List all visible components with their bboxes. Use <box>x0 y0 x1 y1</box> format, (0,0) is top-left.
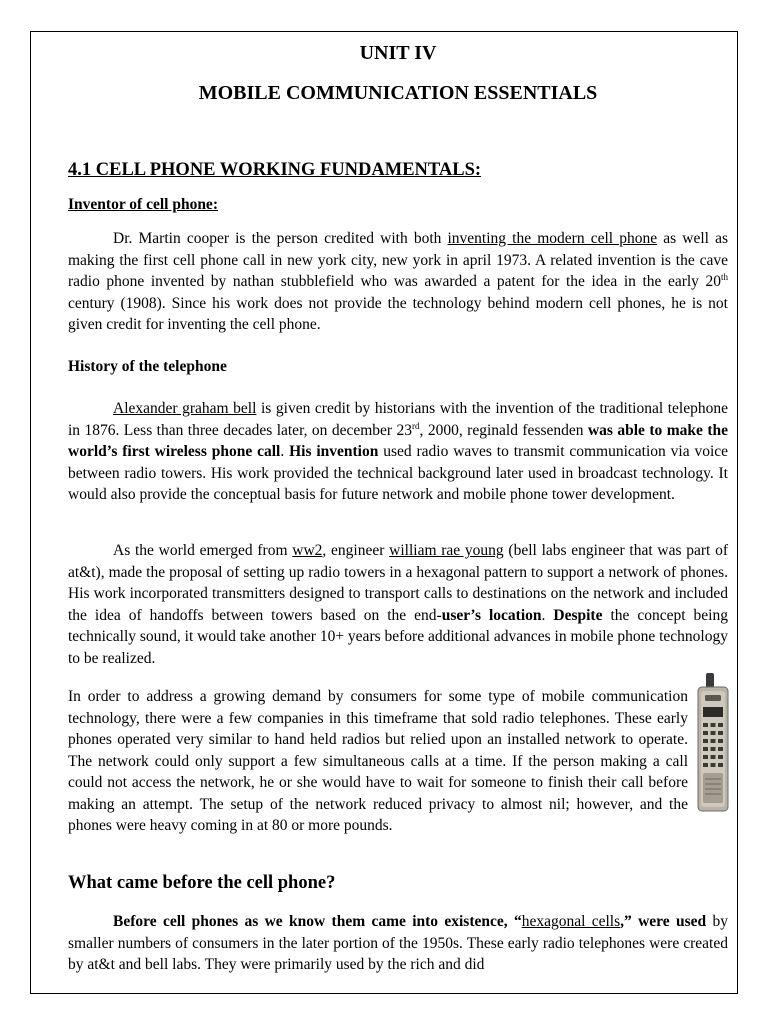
link-inventing-cell-phone[interactable]: inventing the modern cell phone <box>447 230 658 247</box>
bold-run: ,” were used <box>620 913 707 930</box>
section-heading: 4.1 CELL PHONE WORKING FUNDAMENTALS: <box>68 160 482 180</box>
paragraph-hexagonal-cells <box>68 911 728 976</box>
text-run: Dr. Martin cooper is the person credited with both <box>113 230 448 247</box>
text-run: . <box>280 443 290 460</box>
bold-run: His invention <box>289 443 379 460</box>
bold-run: was able to make the world’s first wireless phone call <box>68 421 728 460</box>
link-hexagonal-cells[interactable]: hexagonal cells <box>521 913 621 930</box>
link-alexander-graham-bell[interactable]: Alexander graham bell <box>113 400 257 417</box>
paragraph-history <box>68 398 728 506</box>
link-ww2[interactable]: ww2 <box>292 542 323 559</box>
unit-title: UNIT IV <box>359 42 437 64</box>
text-run: used radio waves to transmit communication via voice between radio towers. His work provided the technical background later used in broadcast technology. It would also provide the conceptual basis for future network and mobile phone tower development. <box>68 443 729 503</box>
paragraph-ww2 <box>68 540 728 669</box>
text-run: , engineer <box>322 542 390 559</box>
text-run: as well as making the first cell phone call in new york city, new york in april 1973. A related invention is the cave radio phone invented by nathan stubblefield who was awarded a patent for the idea in the early 20 <box>68 230 728 290</box>
superscript: rd <box>412 420 420 431</box>
bold-run: user’s location <box>441 606 542 624</box>
text-run: (bell labs engineer that was part of at&t), made the proposal of setting up radio towers in a hexagonal pattern to support a network of phones. His work incorporated transmitters designed to transport calls to destinations on the network and included the idea of handoffs between towers based on the end- <box>68 542 729 624</box>
link-william-rae-young[interactable]: william rae young <box>389 542 504 559</box>
text-run: , 2000, reginald fessenden <box>419 421 588 439</box>
bold-run: Despite <box>553 606 603 624</box>
before-cell-phone-heading: What came before the cell phone? <box>68 873 336 893</box>
text-run: by smaller numbers of consumers in the later portion of the 1950s. These early radio telephones were created by at&t and bell labs. They were primarily used by the rich and did <box>68 913 728 973</box>
unit-subtitle: MOBILE COMMUNICATION ESSENTIALS <box>198 82 598 104</box>
bold-run: Before cell phones as we know them came into existence, “ <box>113 913 522 930</box>
text-run: . <box>541 606 554 624</box>
superscript: th <box>720 271 728 282</box>
history-heading: History of the telephone <box>68 358 227 375</box>
brick-cell-phone-icon <box>694 673 732 813</box>
inventor-heading: Inventor of cell phone: <box>68 196 218 213</box>
text-run: is given credit by historians with the invention of the traditional telephone in 1876. Less than three decades later, on december 23 <box>68 400 728 439</box>
paragraph-inventor <box>68 228 728 336</box>
text-run: As the world emerged from <box>113 542 293 559</box>
text-run: the concept being technically sound, it would take another 10+ years before additional advances in mobile phone technology to be realized. <box>68 606 728 667</box>
paragraph-radio-telephones: In order to address a growing demand by consumers for some type of mobile communication technology, there were a few companies in this timeframe that sold radio telephones. These early phones operated very similar to hand held radios but relied upon an installed network to operate. The network could only support a few simultaneous calls at a time. If the person making a call could not access the network, he or she would have to wait for someone to finish their call before making an attempt. The setup of the network reduced privacy to almost nil; however, and the phones were heavy coming in at 80 or more pounds. <box>68 688 688 834</box>
text-run: century (1908). Since his work does not provide the technology behind modern cell phones, he is not given credit for inventing the cell phone. <box>68 294 728 333</box>
